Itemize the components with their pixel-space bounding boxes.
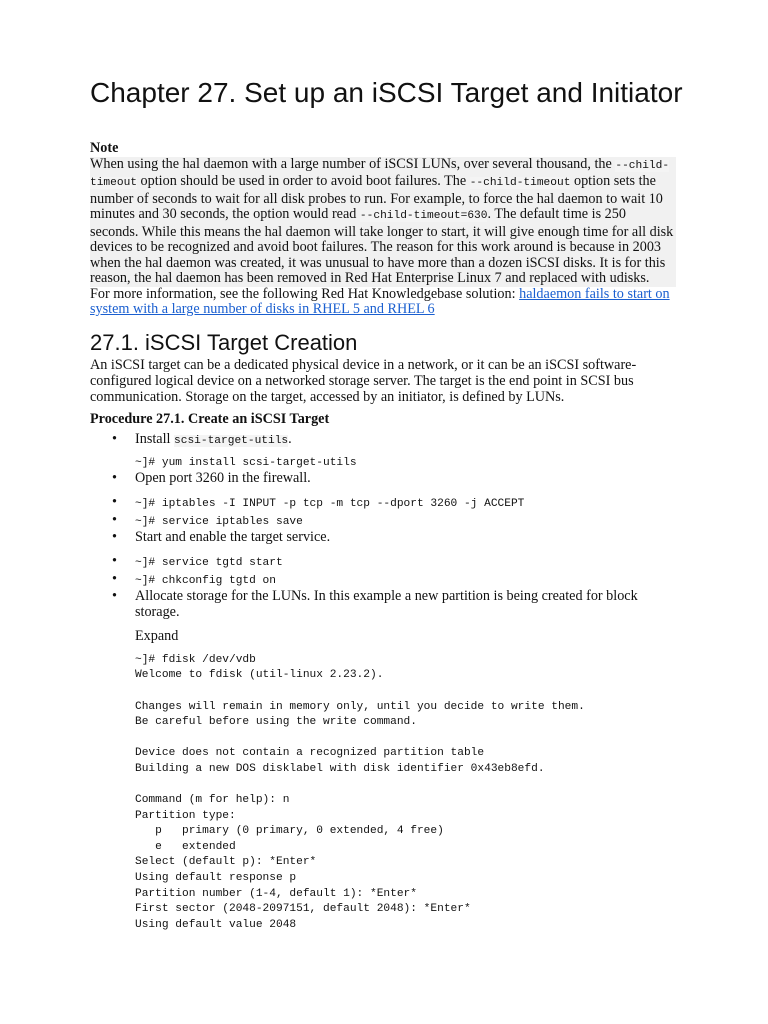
cmd-item-iptables bbox=[112, 495, 678, 513]
code-chkconfig: ~]# chkconfig tgtd on bbox=[135, 574, 276, 587]
bullet: • bbox=[112, 494, 117, 511]
inline-code-child-timeout-630: --child-timeout=630 bbox=[359, 210, 488, 222]
knowledgebase-paragraph bbox=[90, 287, 676, 318]
step-install-text: Install bbox=[135, 431, 175, 447]
expand-toggle[interactable]: Expand bbox=[135, 627, 179, 644]
inline-code-child-timeout-2: --child-timeout bbox=[469, 177, 571, 189]
step-allocate-storage-text: Allocate storage for the LUNs. In this example a new partition is being created for block storage. bbox=[135, 588, 638, 621]
step-install bbox=[112, 432, 678, 450]
step-open-port bbox=[112, 471, 678, 487]
note-box bbox=[90, 141, 676, 318]
bullet: • bbox=[112, 570, 117, 587]
procedure-steps bbox=[112, 432, 678, 933]
note-text-2: option should be used in order to avoid boot failures. The bbox=[137, 173, 470, 189]
step-start-service bbox=[112, 530, 678, 546]
chapter-title: Chapter 27. Set up an iSCSI Target and Initiator bbox=[90, 77, 683, 108]
inline-code-scsi-target-utils: scsi-target-utils bbox=[174, 435, 289, 447]
note-text-3: option sets the number of seconds to wait for all disk probes to run. For example, to force the hal daemon to wait 10 minutes and 30 seconds, the option would read bbox=[90, 173, 663, 222]
procedure-title: Procedure 27.1. Create an iSCSI Target bbox=[90, 411, 330, 427]
cmd-item-iptables-save bbox=[112, 513, 678, 531]
bullet: • bbox=[112, 470, 117, 487]
code-yum-install: ~]# yum install scsi-target-utils bbox=[135, 456, 357, 469]
bullet: • bbox=[112, 553, 117, 570]
step-open-port-text: Open port 3260 in the firewall. bbox=[135, 470, 311, 487]
inline-code-child-timeout: --child-timeout bbox=[90, 159, 670, 189]
knowledgebase-link[interactable]: haldaemon fails to start on system with a large number of disks in RHEL 5 and RHEL 6 bbox=[90, 285, 670, 317]
note-paragraph bbox=[90, 157, 676, 287]
note-label: Note bbox=[90, 140, 119, 156]
code-iptables-save: ~]# service iptables save bbox=[135, 515, 303, 528]
code-tgtd-start: ~]# service tgtd start bbox=[135, 557, 283, 570]
bullet: • bbox=[112, 529, 117, 546]
note-text-1: When using the hal daemon with a large number of iSCSI LUNs, over several thousand, the bbox=[90, 155, 616, 172]
note-text-4: . The default time is 250 seconds. While this means the hal daemon will take longer to start, it will give enough time for all disk devices to be recognized and avoid boot failures. The reason for this work around is because in 2003 when the hal daemon was created, it was unusual to have more than a dozen iSCSI disks. It is for this reason, the hal daemon has been removed in Red Hat Enterprise Linux 7 and replaced with udisks. bbox=[90, 206, 674, 286]
code-iptables-insert: ~]# iptables -I INPUT -p tcp -m tcp --dport 3260 -j ACCEPT bbox=[135, 498, 525, 511]
cmd-item-tgtd-start bbox=[112, 554, 678, 572]
section-intro: An iSCSI target can be a dedicated physical device in a network, or it can be an iSCSI software-configured logical device on a networked storage server. The target is the end point in SCSI bus communication. Storage on the target, accessed by an initiator, is defined by LUNs. bbox=[90, 357, 637, 405]
code-fdisk-output: ~]# fdisk /dev/vdb Welcome to fdisk (util-linux 2.23.2). Changes will remain in memory only, until you decide to write them. Be careful before using the write command. Device does not contain a recognized partition table Building a new DOS disklabel with disk identifier 0x43eb8efd. Command (m for help): n Partition type: p primary (0 primary, 0 extended, 4 free) e extended Select (default p): *Enter* Using default response p Partition number (1-4, default 1): *Enter* First sector (2048-2097151, default 2048): *Enter* Using default value 2048 bbox=[135, 653, 585, 931]
bullet: • bbox=[112, 511, 117, 528]
step-start-service-text: Start and enable the target service. bbox=[135, 529, 331, 546]
section-title: 27.1. iSCSI Target Creation bbox=[90, 330, 358, 355]
cmd-item-chkconfig bbox=[112, 572, 678, 590]
bullet: • bbox=[112, 431, 117, 447]
bullet: • bbox=[112, 588, 117, 605]
step-install-end: . bbox=[288, 431, 292, 447]
knowledgebase-text: For more information, see the following Red Hat Knowledgebase solution: bbox=[90, 285, 520, 302]
step-allocate-storage bbox=[112, 589, 678, 621]
